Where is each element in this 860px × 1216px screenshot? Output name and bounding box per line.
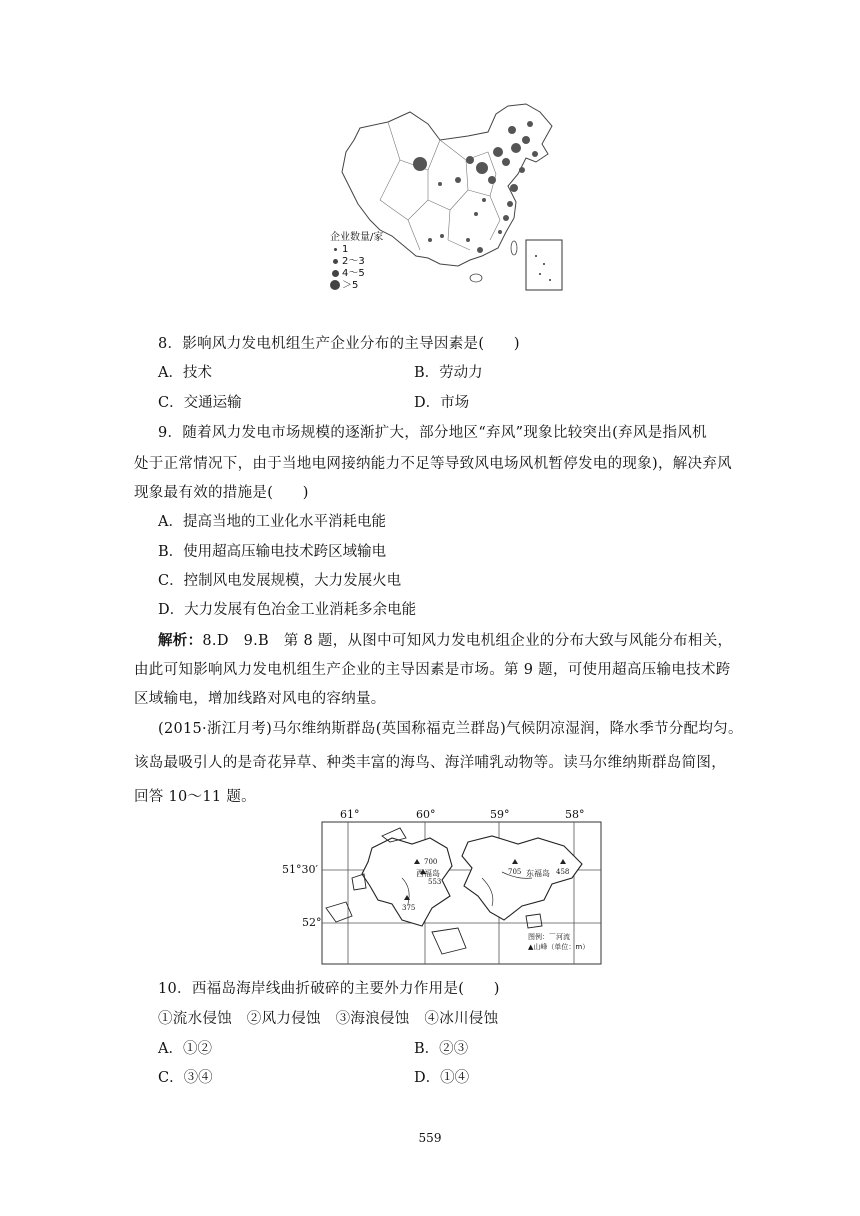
peak-icon: ▲ [528,943,534,951]
dot-small-icon [334,248,337,251]
q9-stem-line2: 处于正常情况下，由于当地电网接纳能力不足等导致风电场风机暂停发电的现象)，解决弃风 [134,456,732,472]
q9-option-a[interactable]: A．提高当地的工业化水平消耗电能 [158,514,386,530]
legend-item-4: ＞5 [330,280,383,292]
legend-title: 企业数量/家 [330,232,384,243]
dot-xlarge-icon [330,280,340,290]
q9-option-b[interactable]: B．使用超高压输电技术跨区域输电 [158,544,387,560]
q9-option-d[interactable]: D．大力发展有色冶金工业消耗多余电能 [158,602,417,618]
lon-label-60: 60° [416,808,436,821]
q8-option-b[interactable]: B．劳动力 [414,365,483,381]
east-island-label: 东福岛 [526,869,550,878]
q10-stem: 10．西福岛海岸线曲折破碎的主要外力作用是( ) [158,981,500,997]
q9-option-c[interactable]: C．控制风电发展规模，大力发展火电 [158,573,402,589]
peak-700: 700 [424,858,438,866]
q10-option-d[interactable]: D．①④ [414,1070,470,1086]
lat-label-52: 52° [302,916,322,929]
q10-option-c[interactable]: C．③④ [158,1070,213,1086]
peak-553: 553 [428,878,442,886]
q8-option-c[interactable]: C．交通运输 [158,395,242,411]
legend-river-row: 图例：⌒河流 [528,933,570,941]
q10-option-b[interactable]: B．②③ [414,1041,469,1057]
legend-item-2: 2～3 [330,256,383,268]
page-number: 559 [418,1131,442,1145]
lat-label-51-30: 51°30′ [282,863,318,876]
q9-stem-line1: 9．随着风力发电市场规模的逐渐扩大，部分地区“弃风”现象比较突出(弃风是指风机 [158,425,707,441]
west-island-label: 西福岛 [416,869,440,878]
analysis-line3: 区域输电，增加线路对风电的容纳量。 [134,691,386,707]
intro-line1: (2015·浙江月考)马尔维纳斯群岛(英国称福克兰群岛)气候阴凉湿润，降水季节分配均匀。 [158,721,743,737]
intro-line3: 回答 10～11 题。 [134,789,256,805]
falklands-legend [528,932,589,952]
dot-medium-icon [333,259,338,264]
q8-option-a[interactable]: A．技术 [158,365,212,381]
q10-choices: ①流水侵蚀 ②风力侵蚀 ③海浪侵蚀 ④冰川侵蚀 [158,1011,499,1027]
legend-item-1: 1 [330,244,383,256]
analysis-line1: 解析：8.D 9.B 第 8 题，从图中可知风力发电机组企业的分布大致与风能分布相关， [158,632,733,649]
map-legend [330,232,383,292]
q10-option-a[interactable]: A．①② [158,1041,212,1057]
intro-source: (2015·浙江月考) [158,721,273,737]
q8-stem: 8．影响风力发电机组生产企业分布的主导因素是( ) [158,336,520,352]
peak-705: 705 [508,868,522,876]
q8-option-d[interactable]: D．市场 [414,395,470,411]
q9-stem-line3: 现象最有效的措施是( ) [134,485,309,501]
legend-item-3: 4～5 [330,268,383,280]
lon-label-59: 59° [490,808,510,821]
lon-label-58: 58° [565,808,585,821]
legend-peak-row: ▲山峰（单位：m） [528,943,590,951]
analysis-label: 解析： [158,632,203,649]
intro-line2: 该岛最吸引人的是奇花异草、种类丰富的海鸟、海洋哺乳动物等。读马尔维纳斯群岛简图， [134,755,726,771]
river-icon: ⌒ [549,933,556,941]
falklands-map [282,808,606,968]
peak-375: 375 [402,904,416,912]
dot-large-icon [332,270,339,277]
lon-label-61: 61° [340,808,360,821]
peak-458: 458 [556,868,570,876]
china-wind-enterprise-map [330,100,570,300]
analysis-line2: 由此可知影响风力发电机组生产企业的主导因素是市场。第 9 题，可使用超高压输电技术跨 [134,662,731,678]
